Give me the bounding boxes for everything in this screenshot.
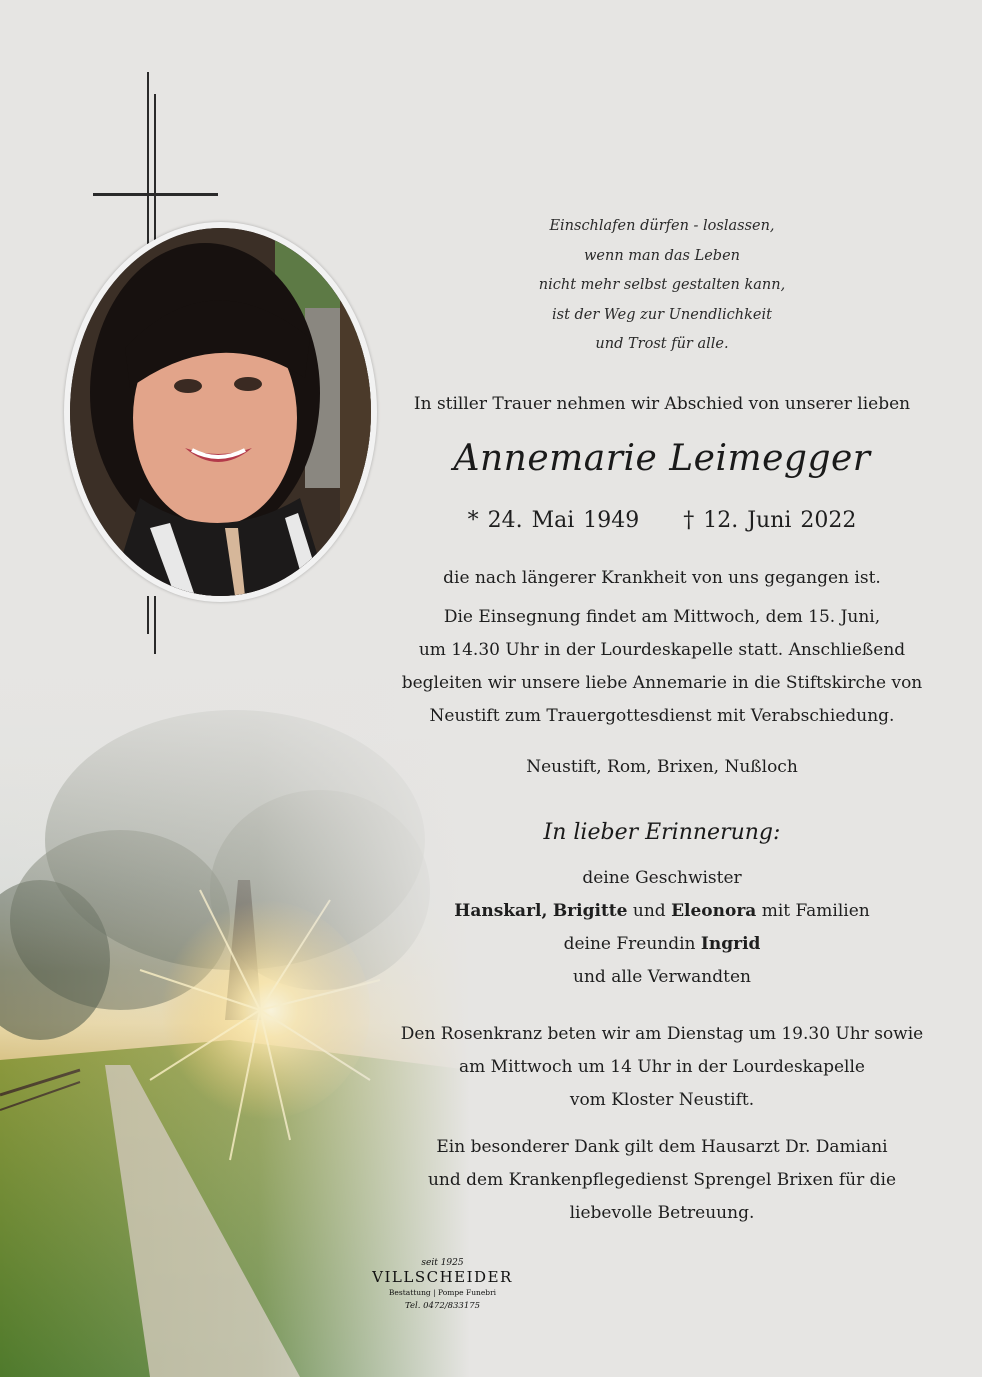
funeral-line: um 14.30 Uhr in der Lourdeskapelle statt. Anschließend bbox=[418, 640, 906, 660]
cross-vertical-line bbox=[154, 94, 156, 244]
intro-text: In stiller Trauer nehmen wir Abschied von unserer lieben bbox=[413, 394, 911, 414]
thanks-line: und dem Krankenpflegedienst Sprengel Brixen für die bbox=[427, 1170, 897, 1190]
mourners-line: deine Geschwister bbox=[582, 868, 742, 888]
logo-subtitle: Bestattung | Pompe Funebri bbox=[388, 1288, 497, 1297]
poem-line: Einschlafen dürfen - loslassen, bbox=[549, 218, 775, 234]
birth-date: * 24. Mai 1949 bbox=[467, 508, 640, 533]
memory-title: In lieber Erinnerung: bbox=[543, 820, 781, 845]
poem bbox=[392, 212, 932, 360]
thanks-text bbox=[392, 1131, 932, 1230]
funeral-info bbox=[392, 601, 932, 733]
sibling-name: Hanskarl, bbox=[454, 901, 548, 921]
families-text: mit Familien bbox=[761, 901, 870, 921]
funeral-line: Die Einsegnung findet am Mittwoch, dem 15. Juni, bbox=[443, 607, 881, 627]
mourners-list bbox=[392, 862, 932, 994]
funeral-line: begleiten wir unsere liebe Annemarie in die Stiftskirche von bbox=[401, 673, 923, 693]
cross-horizontal-line bbox=[93, 193, 218, 196]
rosary-line: vom Kloster Neustift. bbox=[569, 1090, 755, 1110]
cross-vertical-line bbox=[147, 72, 149, 244]
sibling-name: Eleonora bbox=[671, 901, 757, 921]
life-dates bbox=[392, 508, 932, 533]
cross-lower-line bbox=[147, 596, 149, 634]
conjunction: und bbox=[632, 901, 666, 921]
logo-since: seit 1925 bbox=[421, 1258, 464, 1268]
poem-line: ist der Weg zur Unendlichkeit bbox=[552, 306, 772, 323]
rosary-line: am Mittwoch um 14 Uhr in der Lourdeskapelle bbox=[459, 1057, 865, 1077]
deceased-name: Annemarie Leimegger bbox=[453, 438, 871, 479]
mourners-line bbox=[392, 928, 932, 961]
friend-prefix: deine Freundin bbox=[563, 934, 696, 954]
poem-line: und Trost für alle. bbox=[595, 336, 729, 353]
poem-line: nicht mehr selbst gestalten kann, bbox=[538, 277, 786, 294]
thanks-line: Ein besonderer Dank gilt dem Hausarzt Dr. Damiani bbox=[436, 1137, 888, 1157]
rosary-info bbox=[392, 1018, 932, 1117]
rosary-line: Den Rosenkranz beten wir am Dienstag um 19.30 Uhr sowie bbox=[400, 1024, 924, 1044]
passing-text: die nach längerer Krankheit von uns gegangen ist. bbox=[443, 568, 881, 588]
funeral-line: Neustift zum Trauergottesdienst mit Verabschiedung. bbox=[429, 706, 895, 726]
cross-lower-line bbox=[154, 596, 156, 654]
places: Neustift, Rom, Brixen, Nußloch bbox=[526, 757, 798, 777]
portrait-photo bbox=[70, 228, 371, 596]
friend-name: Ingrid bbox=[700, 934, 761, 954]
logo-brand: VILLSCHEIDER bbox=[372, 1268, 513, 1286]
poem-line: wenn man das Leben bbox=[583, 247, 740, 264]
thanks-line: liebevolle Betreuung. bbox=[569, 1203, 755, 1223]
funeral-home-logo bbox=[370, 1258, 515, 1311]
sibling-name: Brigitte bbox=[552, 901, 628, 921]
mourners-line: und alle Verwandten bbox=[573, 967, 751, 987]
logo-phone: Tel. 0472/833175 bbox=[404, 1301, 481, 1311]
death-date: † 12. Juni 2022 bbox=[683, 508, 857, 533]
mourners-line bbox=[392, 895, 932, 928]
